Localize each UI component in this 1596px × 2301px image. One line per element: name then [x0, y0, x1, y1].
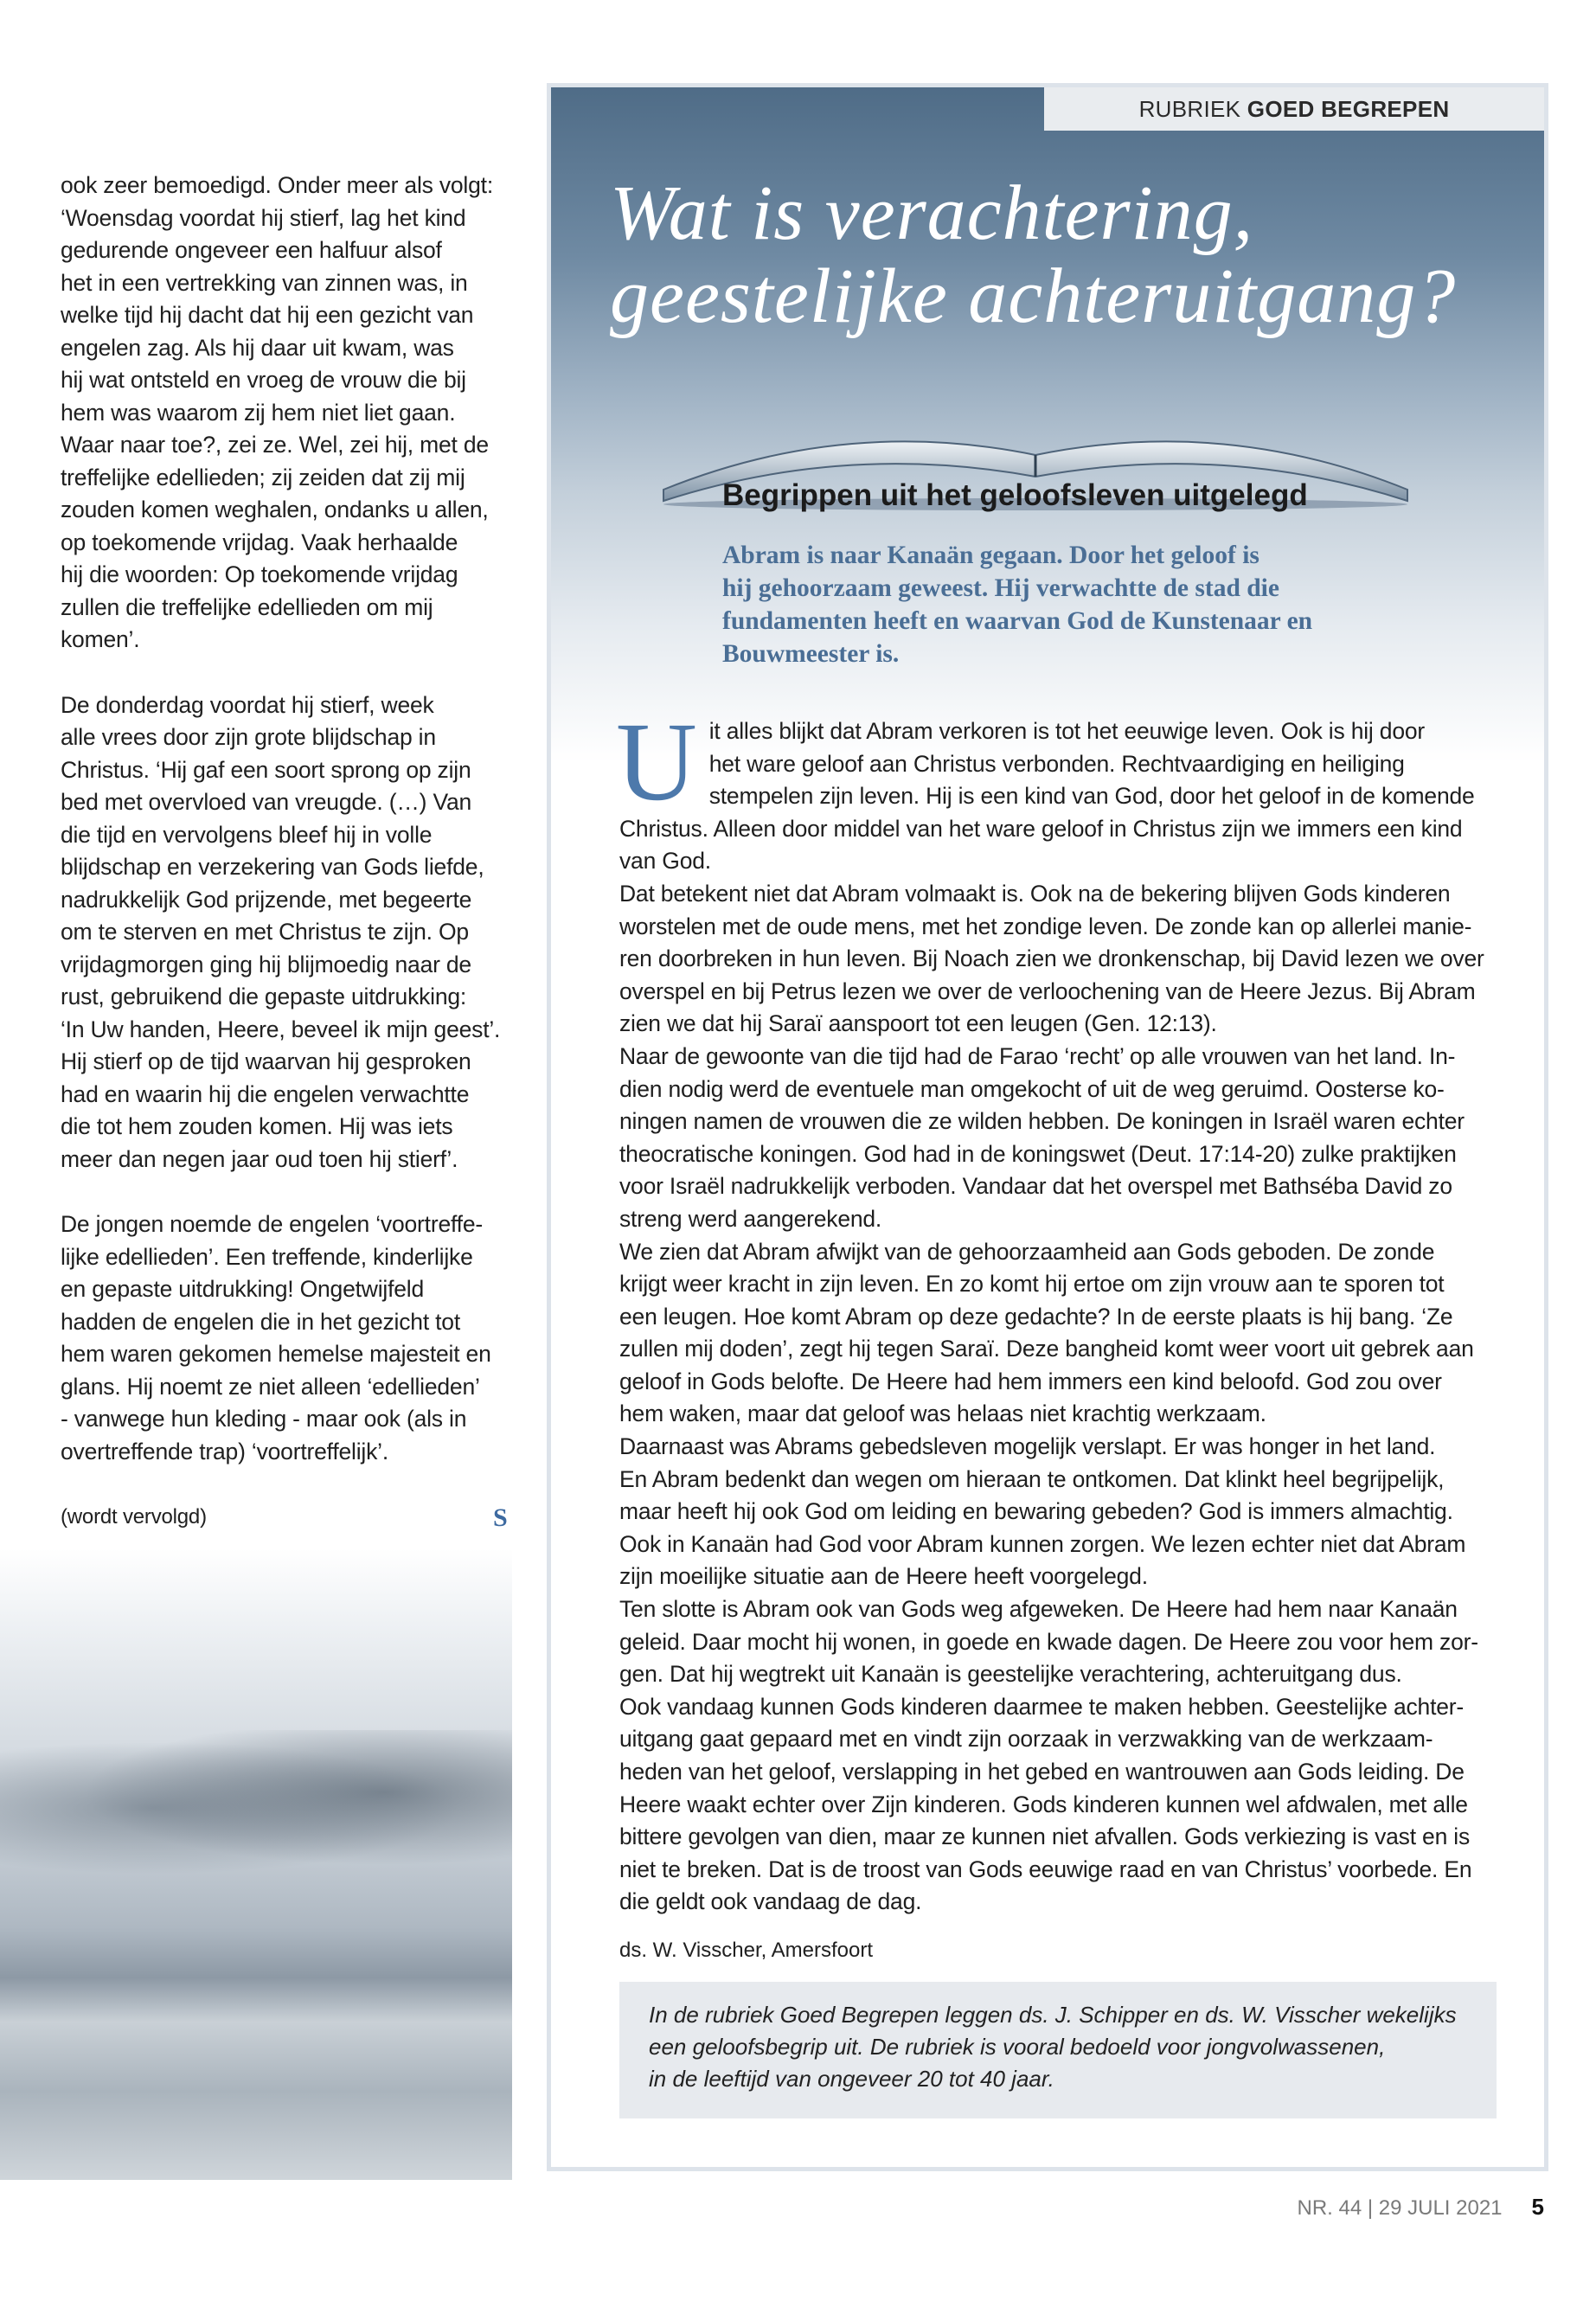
left-paragraph-1: ook zeer bemoedigd. Onder meer als volgt: ‘Woensdag voordat hij stierf, lag het kind gedurende ongeveer een halfuur alsof het in een vertrekking van zinnen was, in welke tijd hij dacht dat hij een gezicht van engelen zag. Als hij daar uit kwam, was hij wat ontsteld en vroeg de vrouw die bij hem was waarom zij hem niet liet gaan. Waar naar toe?, zei ze. Wel, zei hij, met de treffelijke edellieden; zij zeiden dat zij mij zouden komen weghalen, ondanks u allen, op toekomende vrijdag. Vaak herhaalde hij die woorden: Op toekomende vrijdag zullen die treffelijke edellieden om mij komen’. [61, 172, 493, 652]
body-paragraph-1: it alles blijkt dat Abram verkoren is tot het eeuwige leven. Ook is hij door het ware geloof aan Christus verbonden. Rechtvaardiging en heiliging stempelen zijn leven. Hij is een kind van God, door het geloof in de komende Christus. Alleen door middel van het ware geloof in Christus zijn we immers een kind van God. [619, 718, 1475, 875]
rubric-prefix: RUBRIEK [1138, 96, 1247, 122]
rubric-label [1044, 87, 1544, 131]
body-paragraph-3: Naar de gewoonte van die tijd had de Farao ‘recht’ op alle vrouwen van het land. In- dien nodig werd de eventuele man omgekocht of uit de weg geruimd. Oosterse ko- ningen namen de vrouwen die ze wilden hebben. De koningen in Israël waren echter theocratische koningen. God had in de koningswet (Deut. 17:14-20) zulke praktijken voor Israël nadrukkelijk verboden. Vandaar dat het overspel met Bathséba David zo streng werd aangerekend. [619, 1042, 1465, 1232]
issue-info: NR. 44 | 29 JULI 2021 [1297, 2196, 1503, 2220]
body-paragraph-4: We zien dat Abram afwijkt van de gehoorzaamheid aan Gods geboden. De zonde krijgt weer kracht in zijn leven. En zo komt hij ertoe om zijn vrouw aan te sporen tot een leugen. Hoe komt Abram op deze gedachte? In de eerste plaats is hij bang. ‘Ze zullen mij doden’, zegt hij tegen Saraï. Deze bangheid komt weer voort uit gebrek aan geloof in Gods belofte. De Heere had hem immers een kind beloofd. God zou over hem waken, maar dat geloof was helaas niet krachtig werkzaam. [619, 1238, 1474, 1427]
page-number: 5 [1531, 2194, 1544, 2220]
body-paragraph-2: Dat betekent niet dat Abram volmaakt is. Ook na de bekering blijven Gods kinderen worstelen met de oude mens, met het zondige leven. De zonde kan op allerlei manie- ren doorbreken in hun leven. Bij Noach zien we dronkenschap, bij David lezen we over overspel en bij Petrus lezen we over de verloochening van de Heere Jezus. Bij Abram zien we dat hij Saraï aanspoort tot een leugen (Gen. 12:13). [619, 880, 1484, 1037]
article-subtitle: Begrippen uit het geloofsleven uitgelegd [722, 478, 1308, 512]
article-body [616, 700, 1484, 1919]
article-title: Wat is verachtering, geestelijke achteruitgang? [610, 170, 1457, 339]
to-be-continued: (wordt vervolgd) [61, 1505, 207, 1529]
body-paragraph-5: Daarnaast was Abrams gebedsleven mogelijk verslapt. Er was honger in het land. En Abram bedenkt dan wegen om hieraan te ontkomen. Dat klinkt heel begrijpelijk, maar heeft hij ook God om leiding en bewaring gebeden? God is immers almachtig. Ook in Kanaän had God voor Abram kunnen zorgen. We lezen echter niet dat Abram zijn moeilijke situatie aan de Heere heeft voorgelegd. [619, 1433, 1466, 1590]
rubric-name: GOED BEGREPEN [1247, 96, 1450, 122]
left-column [61, 170, 519, 1567]
article-author: ds. W. Visscher, Amersfoort [619, 1939, 873, 1962]
left-paragraph-3: De jongen noemde de engelen ‘voortreffe- lijke edellieden’. Een treffende, kinderlijke en gepaste uitdrukking! Ongetwijfeld hadden de engelen die in het gezicht tot hem waren gekomen hemelse majesteit en glans. Hij noemt ze niet alleen ‘edellieden’ - vanwege hun kleding - maar ook (als in overtreffende trap) ‘voortreffelijk’. [61, 1211, 491, 1465]
page-footer [1297, 2194, 1544, 2221]
article-panel [547, 83, 1548, 2171]
end-mark: S [493, 1503, 508, 1532]
article-intro: Abram is naar Kanaän gegaan. Door het geloof is hij gehoorzaam geweest. Hij verwachtte de stad die fundamenten heeft en waarvan God de Kunstenaar en Bouwmeester is. [722, 542, 1313, 668]
drop-cap: U [616, 700, 697, 824]
rubric-note: In de rubriek Goed Begrepen leggen ds. J. Schipper en ds. W. Visscher wekelijks een geloofsbegrip uit. De rubriek is vooral bedoeld voor jongvolwassenen, in de leeftijd van ongeveer 20 tot 40 jaar. [619, 1982, 1497, 2118]
body-paragraph-7: Ook vandaag kunnen Gods kinderen daarmee te maken hebben. Geestelijke achter- uitgang gaat gepaard met en vindt zijn oorzaak in verzwakking van de werkzaam- heden van het geloof, verslapping in het gebed en wantrouwen aan Gods leiding. De Heere waakt echter over Zijn kinderen. Gods kinderen kunnen wel afdwalen, met alle bittere gevolgen van dien, maar ze kunnen niet afvallen. Gods verkiezing is vast en is niet te breken. Dat is de troost van Gods eeuwige raad en van Christus’ voorbede. En die geldt ook vandaag de dag. [619, 1693, 1472, 1915]
body-paragraph-6: Ten slotte is Abram ook van Gods weg afgeweken. De Heere had hem naar Kanaän geleid. Daar mocht hij wonen, in goede en kwade dagen. De Heere zou voor hem zor- gen. Dat hij wegtrekt uit Kanaän is geestelijke verachtering, achteruitgang dus. [619, 1596, 1478, 1688]
sea-clouds [0, 1730, 512, 1886]
left-paragraph-2: De donderdag voordat hij stierf, week alle vrees door zijn grote blijdschap in Christus. ‘Hij gaf een soort sprong op zijn bed met overvloed van vreugde. (…) Van die tijd en vervolgens bleef hij in volle blijdschap en verzekering van Gods liefde, nadrukkelijk God prijzende, met begeerte om te sterven en met Christus te zijn. Op vrijdagmorgen ging hij blijmoedig naar de rust, gebruikend die gepaste uitdrukking: ‘In Uw handen, Heere, beveel ik mijn geest’. Hij stierf op de tijd waarvan hij gesproken had en waarin hij die engelen verwachtte die tot hem zouden komen. Hij was iets meer dan negen jaar oud toen hij stierf’. [61, 691, 501, 1172]
